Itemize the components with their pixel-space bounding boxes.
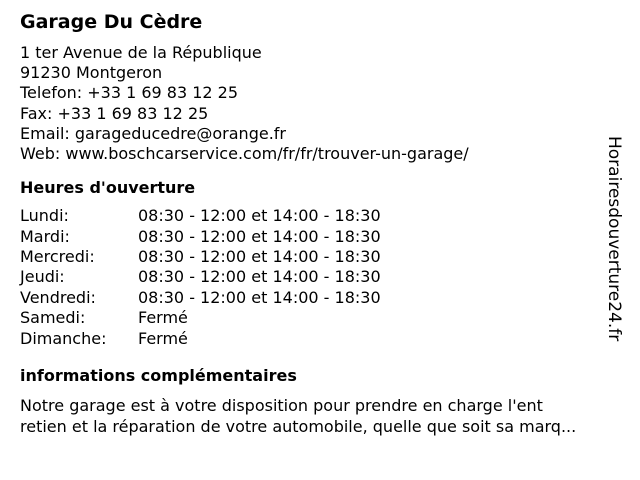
hours-row	[20, 247, 610, 267]
web-line: Web: www.boschcarservice.com/fr/fr/trouver-un-garage/	[20, 144, 469, 164]
email-line: Email: garageducedre@orange.fr	[20, 123, 286, 143]
contact-block	[20, 43, 610, 164]
day-hours: 08:30 - 12:00 et 14:00 - 18:30	[138, 287, 381, 307]
address-line-1: 1 ter Avenue de la République	[20, 43, 262, 62]
info-title: informations complémentaires	[20, 366, 297, 386]
hours-row	[20, 267, 610, 287]
hours-title: Heures d'ouverture	[20, 178, 196, 198]
address-line-2: 91230 Montgeron	[20, 63, 163, 83]
hours-row	[20, 288, 610, 308]
hours-row	[20, 206, 610, 226]
hours-row	[20, 308, 610, 328]
site-watermark: Horairesdouverture24.fr	[604, 136, 624, 342]
day-hours: Fermé	[138, 328, 188, 348]
day-hours: 08:30 - 12:00 et 14:00 - 18:30	[138, 267, 381, 287]
day-label: Samedi:	[20, 308, 86, 328]
hours-table	[20, 206, 610, 349]
day-hours: 08:30 - 12:00 et 14:00 - 18:30	[138, 247, 381, 267]
info-line-2: retien et la réparation de votre automobile, quelle que soit sa marq...	[20, 417, 577, 437]
hours-row	[20, 329, 610, 349]
phone-line: Telefon: +33 1 69 83 12 25	[20, 83, 239, 103]
day-hours: 08:30 - 12:00 et 14:00 - 18:30	[138, 226, 381, 246]
hours-row	[20, 227, 610, 247]
business-card	[20, 10, 610, 437]
info-line-1: Notre garage est à votre disposition pour prendre en charge l'ent	[20, 396, 543, 416]
day-label: Dimanche:	[20, 328, 107, 348]
day-hours: Fermé	[138, 308, 188, 328]
info-description	[20, 395, 630, 437]
business-name: Garage Du Cèdre	[20, 11, 203, 33]
day-label: Lundi:	[20, 206, 69, 226]
day-label: Mardi:	[20, 226, 70, 246]
day-label: Mercredi:	[20, 247, 95, 267]
day-label: Vendredi:	[20, 287, 96, 307]
day-hours: 08:30 - 12:00 et 14:00 - 18:30	[138, 206, 381, 226]
fax-line: Fax: +33 1 69 83 12 25	[20, 103, 209, 123]
day-label: Jeudi:	[20, 267, 65, 287]
